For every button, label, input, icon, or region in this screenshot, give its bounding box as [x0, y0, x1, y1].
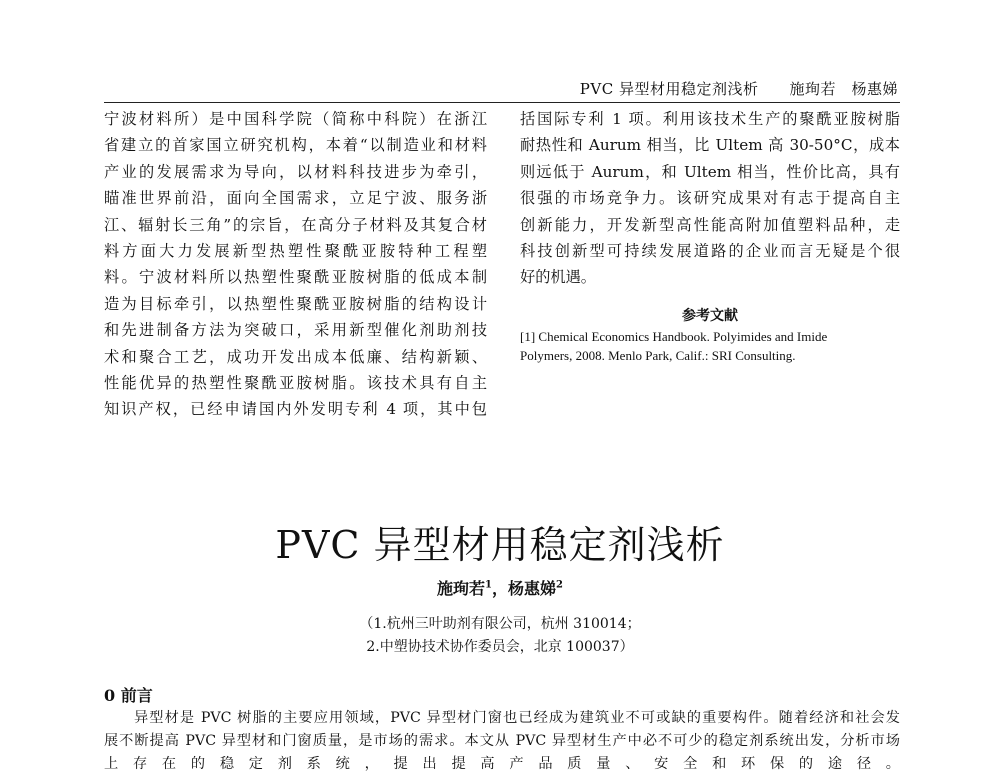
header-rule: [104, 102, 900, 103]
author-separator: ，: [491, 579, 508, 598]
running-title: PVC 异型材用稳定剂浅析: [579, 80, 759, 98]
text-line: 术和聚合工艺，成功开发出成本低廉、结构新颖、: [104, 347, 487, 366]
running-authors: 施珣若 杨惠娣: [789, 80, 898, 98]
text-line: 展不断提高 PVC 异型材和门窗质量，是市场的需求。本文从 PVC 异型材生产中必不可少的稳定剂系统出发，分析市场: [104, 733, 900, 749]
author-affiliation-marker: 2: [556, 579, 563, 591]
section-heading: 0 前言: [104, 686, 153, 705]
author-affiliation-marker: 1: [485, 579, 492, 591]
references-heading: 参考文献: [682, 308, 738, 324]
intro-paragraph: [104, 707, 900, 776]
text-line: 料。宁波材料所以热塑性聚酰亚胺树脂的低成本制: [104, 268, 487, 287]
reference-line: [1] Chemical Economics Handbook. Polyimides and Imide: [520, 329, 828, 344]
text-line: 科技创新型可持续发展道路的企业而言无疑是个很: [520, 242, 900, 261]
reference-line: Polymers, 2008. Menlo Park, Calif.: SRI Consulting.: [520, 348, 796, 363]
author-name: 施珣若: [437, 579, 486, 598]
text-line: 料方面大力发展新型热塑性聚酰亚胺特种工程塑: [104, 242, 487, 261]
text-line: 性能优异的热塑性聚酰亚胺树脂。该技术具有自主: [104, 374, 487, 393]
text-line: 括国际专利 1 项。利用该技术生产的聚酰亚胺树脂: [520, 110, 900, 128]
text-line: 好的机遇。: [520, 268, 596, 287]
running-header: [520, 78, 898, 99]
text-line: 江、辐射长三角”的宗旨，在高分子材料及其复合材: [104, 215, 487, 234]
author-line: [0, 576, 1000, 599]
text-line: 很强的市场竞争力。该研究成果对有志于提高自主: [520, 189, 900, 208]
text-line: 省建立的首家国立研究机构，本着“以制造业和材料: [104, 136, 487, 155]
text-line: 瞄准世界前沿，面向全国需求，立足宁波、服务浙: [104, 189, 487, 208]
text-line: 宁波材料所）是中国科学院（简称中科院）在浙江: [104, 110, 487, 128]
right-column-text: [520, 106, 900, 291]
text-line: 则远低于 Aurum，和 Ultem 相当，性价比高，具有: [520, 162, 900, 181]
author-name: 杨惠娣: [508, 579, 557, 598]
article-title: PVC 异型材用稳定剂浅析: [275, 523, 725, 567]
reference-entry: [520, 327, 900, 365]
text-line: 上存在的稳定剂系统，提出提高产品质量、安全和环保的途径。: [104, 756, 900, 772]
text-line: 异型材是 PVC 树脂的主要应用领域，PVC 异型材门窗也已经成为建筑业不可或缺的重要构件。随着经济和社会发: [134, 710, 900, 726]
left-column-text: [104, 106, 487, 423]
text-line: 造为目标牵引，以热塑性聚酰亚胺树脂的结构设计: [104, 294, 487, 313]
text-line: 知识产权，已经申请国内外发明专利 4 项，其中包: [104, 400, 487, 419]
text-line: 创新能力，开发新型高性能高附加值塑料品种，走: [520, 215, 900, 234]
affiliation: （1.杭州三叶助剂有限公司，杭州 310014；: [359, 616, 641, 632]
text-line: 耐热性和 Aurum 相当，比 Ultem 高 30-50°C，成本: [520, 136, 900, 155]
affiliation: 2.中塑协技术协作委员会，北京 100037）: [366, 639, 634, 655]
text-line: 和先进制备方法为突破口，采用新型催化剂助剂技: [104, 321, 487, 340]
text-line: 产业的发展需求为导向，以材料科技进步为牵引，: [104, 162, 487, 181]
